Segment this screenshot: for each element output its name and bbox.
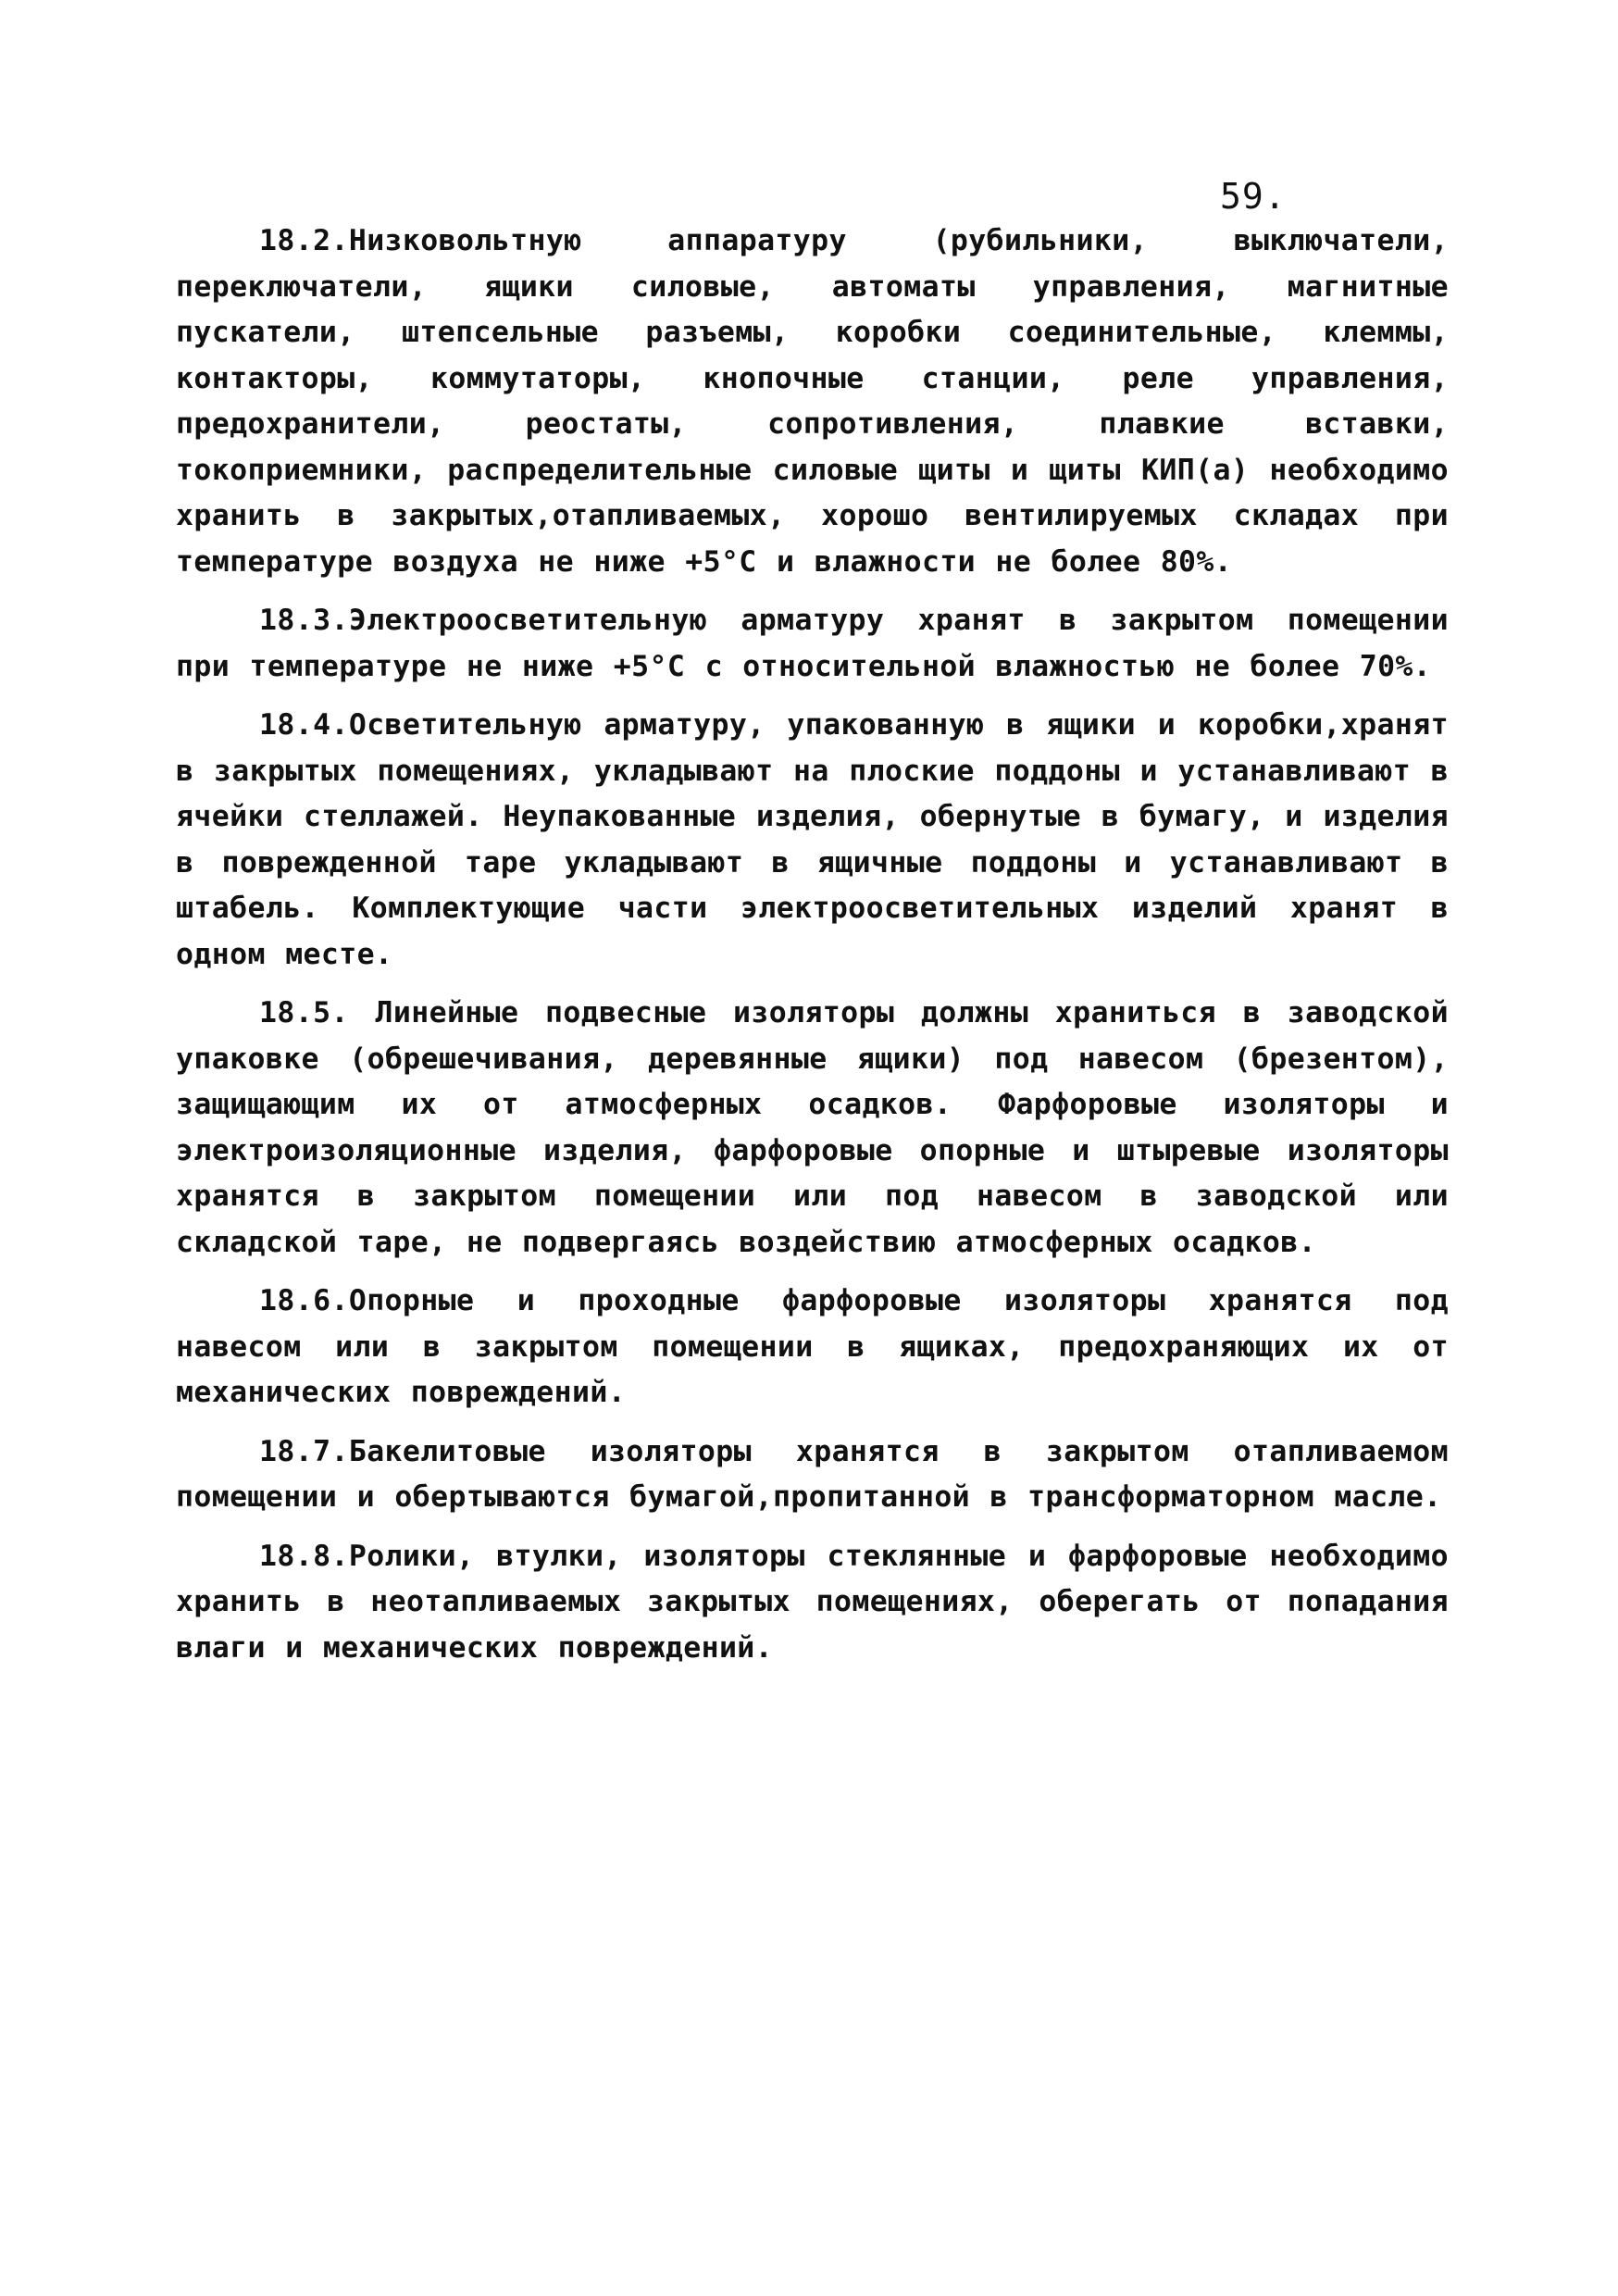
paragraph-18-2 (176, 218, 1449, 585)
document-body (176, 218, 1449, 1684)
paragraph-18-4 (176, 703, 1449, 978)
paragraph-number: 18.4. (259, 708, 349, 742)
page-number: 59. (1220, 176, 1287, 217)
paragraph-18-7 (176, 1429, 1449, 1521)
paragraph-text: Осветительную арматуру, упакованную в ящики и коробки,хранят в закрытых помещениях, укладывают на плоские поддоны и устанавливают в ячейки стеллажей. Неупакованные изделия, обернутые в бумагу, и изделия в поврежденной таре укладывают в ящичные поддоны и устанавливают в штабель. Комплектующие части электроосветительных изделий хранят в одном месте. (176, 708, 1449, 971)
paragraph-number: 18.7. (259, 1434, 349, 1468)
paragraph-text: Бакелитовые изоляторы хранятся в закрытом отапливаемом помещении и обертываются бумагой,пропитанной в трансформаторном масле. (176, 1434, 1449, 1514)
paragraph-text: Низковольтную аппаратуру (рубильники, выключатели, переключатели, ящики силовые, автоматы управления, магнитные пускатели, штепсельные разъемы, коробки соединительные, клеммы, контакторы, коммутаторы, кнопочные станции, реле управления, предохранители, реостаты, сопротивления, плавкие вставки, токоприемники, распределительные силовые щиты и щиты КИП(а) необходимо хранить в закрытых,отапливаемых, хорошо вентилируемых складах при температуре воздуха не ниже +5°С и влажности не более 80%. (176, 224, 1449, 579)
paragraph-text: Линейные подвесные изоляторы должны храниться в заводской упаковке (обрешечивания, деревянные ящики) под навесом (брезентом), защищающим их от атмосферных осадков. Фарфоровые изоляторы и электроизоляционные изделия, фарфоровые опорные и штыревые изоляторы хранятся в закрытом помещении или под навесом в заводской или складской таре, не подвергаясь воздействию атмосферных осадков. (176, 996, 1449, 1259)
paragraph-18-8 (176, 1534, 1449, 1672)
paragraph-18-3 (176, 598, 1449, 690)
paragraph-text: Электроосветительную арматуру хранят в закрытом помещении при температуре не ниже +5°С с относительной влажностью не более 70%. (176, 604, 1449, 683)
paragraph-18-5 (176, 991, 1449, 1266)
paragraph-text: Ролики, втулки, изоляторы стеклянные и фарфоровые необходимо хранить в неотапливаемых закрытых помещениях, оберегать от попадания влаги и механических повреждений. (176, 1539, 1449, 1665)
paragraph-number: 18.5. (259, 996, 349, 1029)
paragraph-18-6 (176, 1279, 1449, 1416)
paragraph-number: 18.6. (259, 1284, 349, 1317)
paragraph-number: 18.3. (259, 604, 349, 637)
paragraph-number: 18.8. (259, 1539, 349, 1573)
paragraph-text: Опорные и проходные фарфоровые изоляторы хранятся под навесом или в закрытом помещении в ящиках, предохраняющих их от механических повреждений. (176, 1284, 1449, 1409)
paragraph-number: 18.2. (259, 224, 349, 257)
